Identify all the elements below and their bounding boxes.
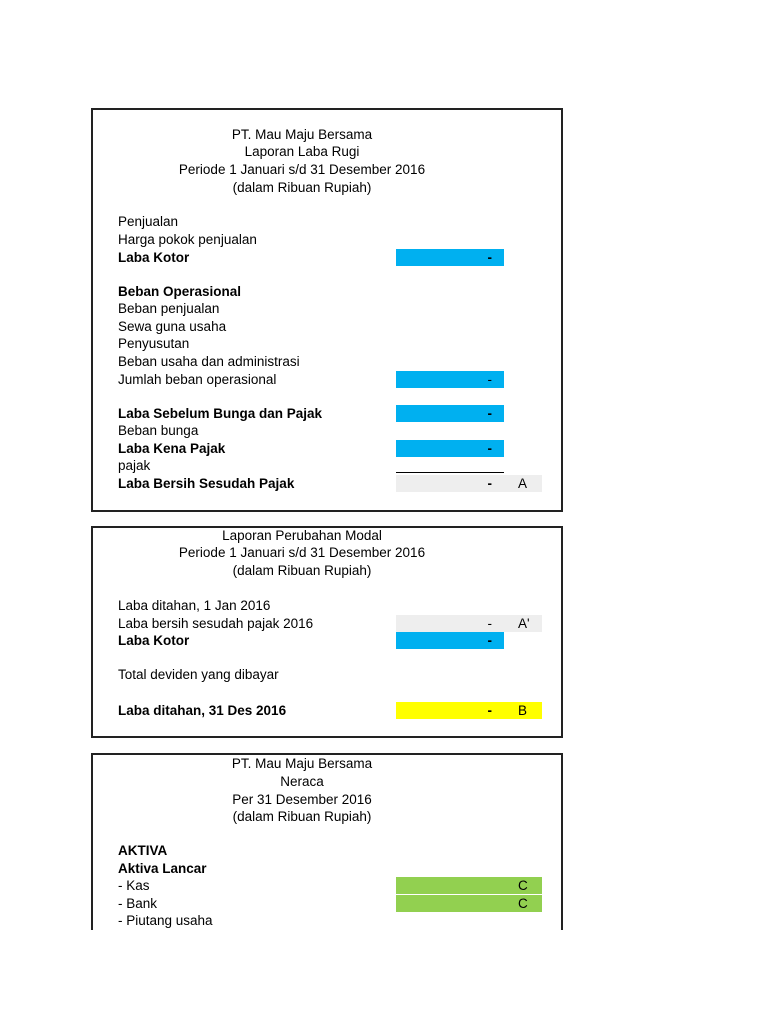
cell-jumlah-beban[interactable]: -	[396, 371, 504, 388]
row-label-laba-sebelum: Laba Sebelum Bunga dan Pajak	[118, 406, 323, 421]
balance-unit: (dalam Ribuan Rupiah)	[232, 809, 372, 824]
row-label-laba-ditahan-awal: Laba ditahan, 1 Jan 2016	[118, 598, 271, 613]
row-label-laba-bersih-2016: Laba bersih sesudah pajak 2016	[118, 616, 314, 631]
equity-statement	[91, 526, 563, 738]
row-label-laba-bersih: Laba Bersih Sesudah Pajak	[118, 476, 295, 491]
row-label-equity-laba-kotor: Laba Kotor	[118, 633, 190, 648]
row-label-beban-usaha: Beban usaha dan administrasi	[118, 354, 300, 369]
row-label-aktiva: AKTIVA	[118, 843, 168, 858]
cell-laba-ditahan-akhir[interactable]: -	[396, 702, 504, 719]
cell-laba-bersih[interactable]: -	[396, 475, 504, 492]
row-label-penyusutan: Penyusutan	[118, 336, 190, 351]
equity-unit: (dalam Ribuan Rupiah)	[232, 563, 372, 578]
cell-laba-kena-pajak[interactable]: -	[396, 440, 504, 457]
row-label-piutang: - Piutang usaha	[118, 913, 213, 928]
marker-a-prime: A'	[504, 615, 542, 632]
row-label-bank: - Bank	[118, 896, 158, 911]
cell-laba-kotor[interactable]: -	[396, 249, 504, 266]
balance-sheet	[91, 753, 563, 930]
row-label-kas: - Kas	[118, 878, 150, 893]
row-label-laba-kotor: Laba Kotor	[118, 250, 190, 265]
marker-a: A	[504, 475, 542, 492]
report-title: Laporan Laba Rugi	[244, 144, 360, 159]
income-statement	[91, 108, 563, 512]
cell-pajak[interactable]	[396, 456, 504, 473]
balance-period: Per 31 Desember 2016	[232, 792, 372, 807]
equity-period: Periode 1 Januari s/d 31 Desember 2016	[178, 545, 426, 560]
row-label-sewa: Sewa guna usaha	[118, 319, 227, 334]
row-label-beban-penjualan: Beban penjualan	[118, 301, 220, 316]
cell-equity-laba-kotor[interactable]: -	[396, 632, 504, 649]
row-label-laba-ditahan-akhir: Laba ditahan, 31 Des 2016	[118, 703, 287, 718]
row-label-beban-operasional: Beban Operasional	[118, 284, 242, 299]
cell-laba-sebelum[interactable]: -	[396, 405, 504, 422]
marker-b: B	[504, 702, 542, 719]
row-label-laba-kena-pajak: Laba Kena Pajak	[118, 441, 226, 456]
row-label-jumlah-beban: Jumlah beban operasional	[118, 372, 277, 387]
cell-laba-bersih-2016[interactable]: -	[396, 615, 504, 632]
report-unit: (dalam Ribuan Rupiah)	[232, 180, 372, 195]
report-period: Periode 1 Januari s/d 31 Desember 2016	[178, 162, 426, 177]
row-label-pajak: pajak	[118, 458, 151, 473]
balance-company: PT. Mau Maju Bersama	[231, 756, 373, 771]
row-label-aktiva-lancar: Aktiva Lancar	[118, 861, 207, 876]
row-label-penjualan: Penjualan	[118, 214, 179, 229]
balance-title: Neraca	[280, 774, 324, 789]
row-label-deviden: Total deviden yang dibayar	[118, 667, 279, 682]
row-label-beban-bunga: Beban bunga	[118, 423, 199, 438]
company-name: PT. Mau Maju Bersama	[231, 127, 373, 142]
marker-c-kas: C	[518, 878, 528, 893]
row-label-hpp: Harga pokok penjualan	[118, 232, 257, 247]
equity-title: Laporan Perubahan Modal	[222, 528, 382, 543]
marker-c-bank: C	[518, 896, 528, 911]
